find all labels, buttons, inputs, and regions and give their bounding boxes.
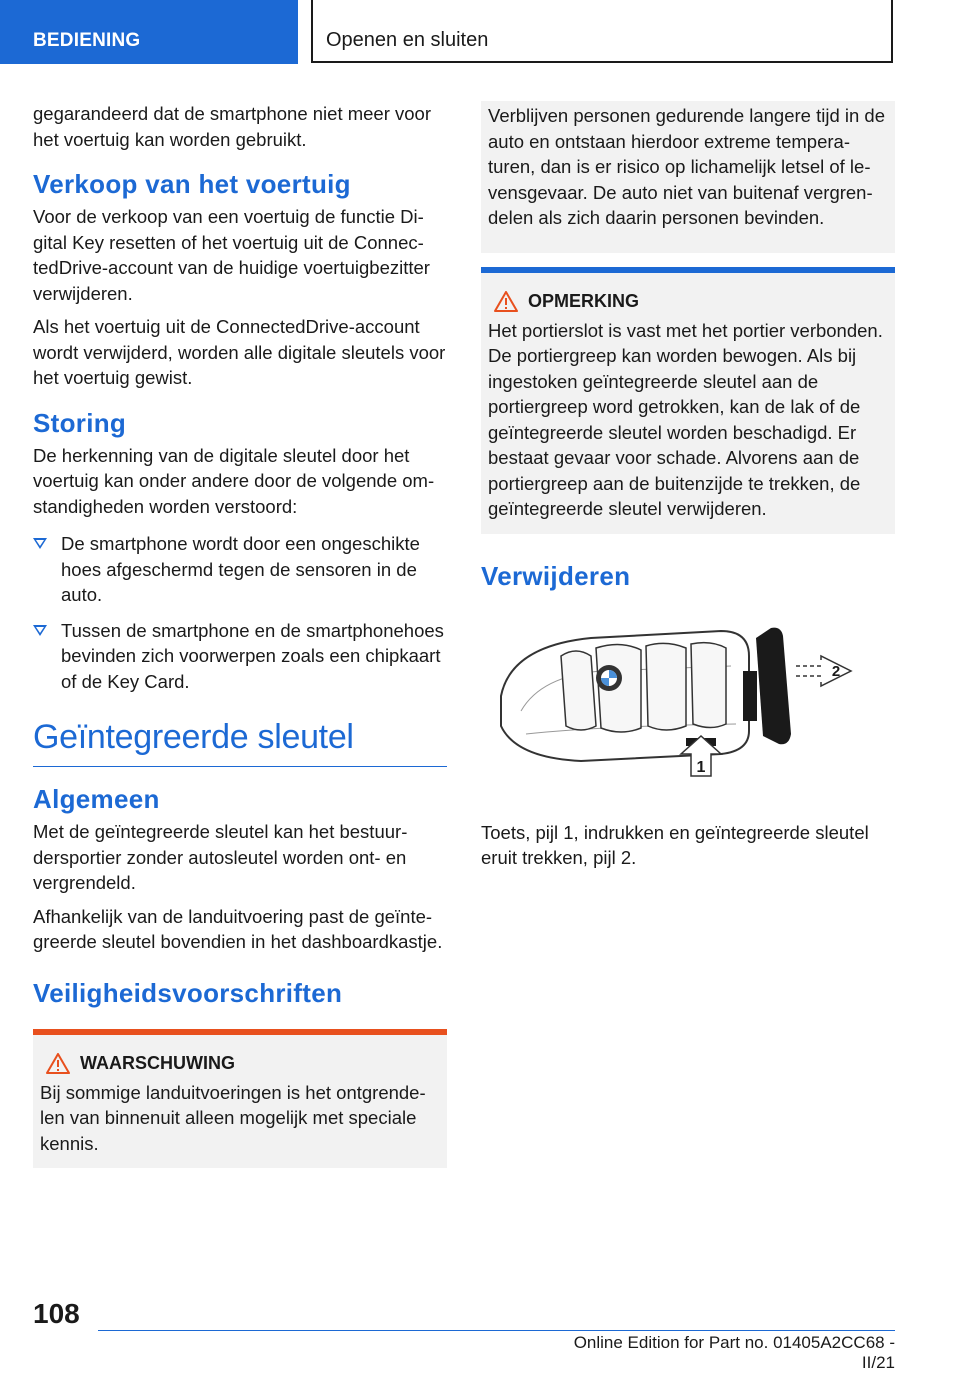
left-column: [33, 101, 447, 1168]
note-title: OPMERKING: [528, 290, 640, 311]
list-item: Tussen de smartphone en de smartphonehoes bevinden zich voorwerpen zoals een chipkaart of de Key Card.: [33, 618, 447, 695]
general-paragraph-1: Met de geïntegreerde sleutel kan het bestuurdersportier zonder autosleutel worden ont- en vergrendeld.: [33, 821, 408, 893]
right-column: [481, 101, 895, 879]
note-box: [481, 267, 895, 534]
sale-heading: Verkoop van het voertuig: [33, 169, 351, 199]
warning-box: [33, 1029, 447, 1169]
key-figure: [481, 616, 895, 786]
header-chapter-tab: [311, 0, 893, 63]
note-text: Het portierslot is vast met het portier verbonden. De portiergreep kan worden bewogen. Als bij ingestoken geïntegreerde sleutel aan de portiergreep word getrokken, kan de lak of de geïntegreerde sleutel worden beschadigd. Er bestaat gevaar voor schade. Alvorens aan de portiergreep aan de buitenzijde te trekken, de geïntegreerde sleutel verwijderen.: [488, 319, 883, 519]
key-illustration: [481, 616, 895, 786]
footer-divider: [98, 1330, 895, 1331]
fault-list: [33, 531, 447, 694]
bullet-triangle-icon: [33, 538, 47, 549]
chapter-title: Openen en sluiten: [326, 29, 489, 51]
header-section-tab: [0, 0, 298, 64]
warning-triangle-icon: [46, 1053, 70, 1074]
arrow-1-label: 1: [696, 758, 706, 776]
warning-triangle-icon: [494, 291, 518, 312]
remove-heading: Verwijderen: [481, 560, 631, 591]
warning-title: WAARSCHUWING: [80, 1052, 235, 1073]
bullet-triangle-icon: [33, 625, 47, 636]
warning-continuation-box: [481, 101, 895, 253]
arrow-2-label: 2: [831, 662, 841, 680]
list-item: De smartphone wordt door een ongeschikte hoes afgeschermd tegen de sensoren in de auto.: [33, 531, 447, 608]
warning-title-row: [40, 1053, 440, 1074]
warning-text: Bij sommige landuitvoeringen is het ontgrendelen van binnenuit alleen mogelijk met speciale kennis.: [40, 1081, 426, 1154]
safety-heading: Veiligheidsvoorschriften: [33, 977, 343, 1008]
figure-caption: Toets, pijl 1, indrukken en geïntegreerde sleutel eruit trekken, pijl 2.: [481, 821, 869, 868]
section-title: BEDIENING: [33, 30, 141, 51]
footer-edition: Online Edition for Part no. 01405A2CC68 - II/21: [573, 1333, 895, 1372]
fault-paragraph: De herkenning van de digitale sleutel door het voertuig kan onder andere door de volgende omstandigheden worden verstoord:: [33, 444, 435, 517]
general-heading: Algemeen: [33, 784, 160, 814]
sale-paragraph-2: Als het voertuig uit de ConnectedDrive-account wordt verwijderd, worden alle digitale sleutels voor het voertuig gewist.: [33, 316, 446, 388]
main-heading-block: [33, 716, 447, 767]
page-number: 108: [33, 1298, 80, 1329]
main-heading: Geïntegreerde sleutel: [33, 718, 354, 756]
intro-paragraph: gegarandeerd dat de smartphone niet meer voor het voertuig kan worden gebruikt.: [33, 103, 432, 150]
fault-heading: Storing: [33, 407, 127, 438]
note-title-row: [488, 291, 888, 312]
sale-paragraph-1: Voor de verkoop van een voertuig de functie Digital Key resetten of het voertuig uit de ConnectedDrive-account van de huidige voertuigbezitter verwijderen.: [33, 206, 430, 304]
general-paragraph-2: Afhankelijk van de landuitvoering past de geïntegreerde sleutel bovendien in het dashboardkastje.: [33, 905, 443, 952]
warning-continuation-text: Verblijven personen gedurende langere tijd in de auto en ontstaan hierdoor extreme temperaturen, dan is er risico op lichamelijk letsel of levensgevaar. De auto niet van buitenaf vergrendelen als zich daarin personen bevinden.: [488, 105, 886, 228]
